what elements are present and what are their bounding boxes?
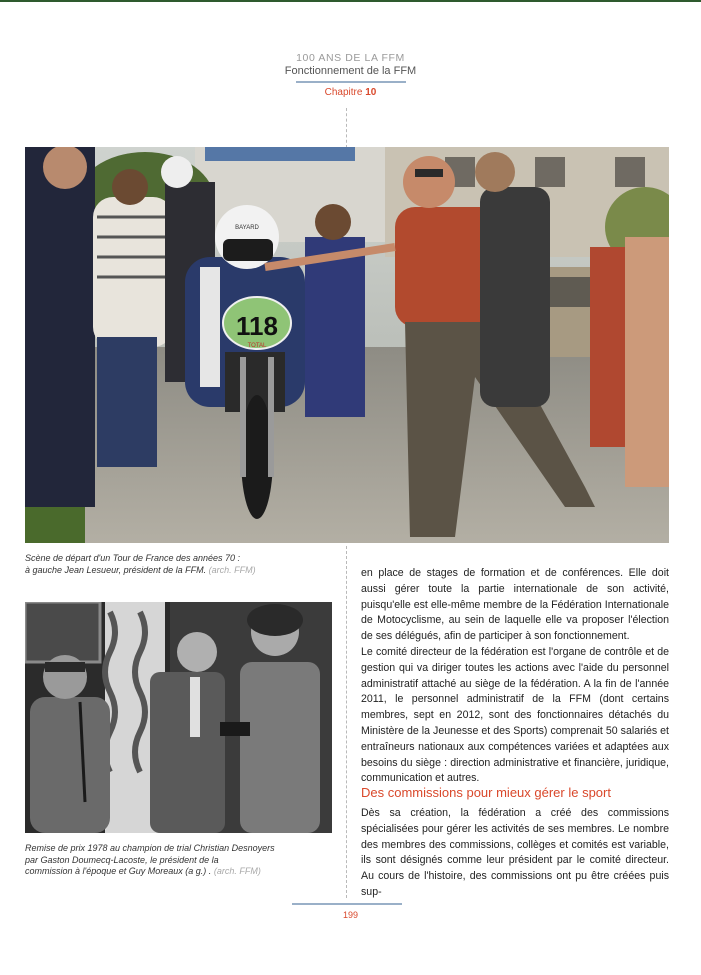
book-title: 100 ANS DE LA FFM [296,52,405,64]
column-divider-top [346,108,347,148]
chapter-label [0,87,701,99]
photo-motorcycle-start-image [25,147,669,543]
race-number: 118 [236,311,278,341]
photo1-caption-line1: Scène de départ d'un Tour de France des années 70 : [25,553,241,563]
photo1-credit: (arch. FFM) [208,564,256,575]
body-column-top [361,566,669,787]
chapter-number: 10 [365,87,377,98]
photo2-caption [25,843,345,878]
running-header [0,52,701,99]
header-rule [296,81,406,83]
helmet-text: BAYARD [235,225,259,231]
body-paragraph-2: Le comité directeur de la fédération est l'organe de contrôle et de gestion qui va diriger toutes les actions avec l'aide du personnel administratif attaché au siège de la fédération. A la fin de l'année 2011, le personnel administratif de la FFM (dont certains membres, sept en 2012, sont des fonctionnaires détachés du Ministère de la Jeunesse et des Sports) comprenait 50 salariés et entraîneurs nationaux aux compétences variées et adaptées aux besoins du siège : direction administrative et financière, juridique, communication et autres. [361,645,669,785]
page-number: 199 [342,910,359,920]
photo-motorcycle-start [25,147,669,543]
top-border-line [0,0,701,2]
sponsor-text: TOTAL [247,343,267,349]
photo2-caption-line3: commission à l'époque et Guy Moreaux (a g.) . [25,866,212,876]
column-divider [346,546,347,898]
footer-rule [292,903,402,905]
photo2-credit: (arch. FFM) [213,866,261,876]
photo2-caption-line1: Remise de prix 1978 au champion de trial Christian Desnoyers [25,843,275,853]
photo2-caption-line2: par Gaston Doumecq-Lacoste, le président de la [25,854,219,865]
section-heading: Des commissions pour mieux gérer le sport [361,785,611,800]
body-paragraph-3: Dès sa création, la fédération a créé des commissions spécialisées pour gérer les activités de ses membres. Le nombre des membres des commissions, collèges et comités est variable, ils sont désignés comme leur président par le comité directeur. Au cours de l'histoire, des commissions ont pu être créées puis sup- [361,807,669,898]
section-subtitle: Fonctionnement de la FFM [284,65,417,77]
photo-prize-ceremony [25,602,332,833]
body-column-bottom [361,806,669,901]
photo1-caption [25,553,345,576]
chapter-word: Chapitre [324,87,363,98]
photo-prize-ceremony-image [25,602,332,833]
photo1-caption-line2: à gauche Jean Lesueur, président de la FFM. [25,564,207,575]
body-paragraph-1: en place de stages de formation et de conférences. Elle doit aussi gérer toute la partie internationale de son activité, puisqu'elle est elle-même membre de la Fédération Internationale de Motocyclisme, au sein de laquelle elle va proposer l'élection de ses délégués, afin de participer à son fonctionnement. [361,567,669,643]
